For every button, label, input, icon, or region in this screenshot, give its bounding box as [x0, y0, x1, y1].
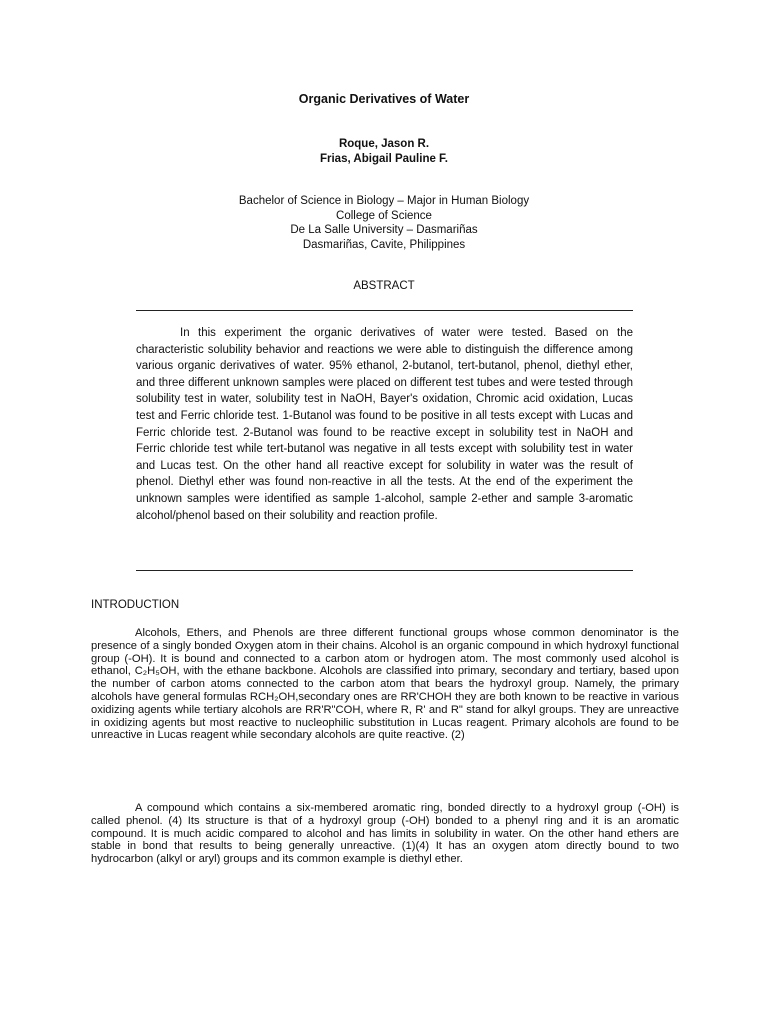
author-name: Roque, Jason R. [338, 138, 430, 150]
introduction-text: Alcohols, Ethers, and Phenols are three different functional groups whose common denominator is the presence of a singly bonded Oxygen atom in their chains. Alcohol is an organic compound in which hydroxyl functional group (-OH). It is bound and connected to a carbon atom or hydrogen atom. The most commonly used alcohol is ethanol, C₂H₅OH, with the ethane backbone. Alcohols are classified into primary, secondary and tertiary, based upon the number of carbon atoms connected to the carbon atom that bears the hydroxyl group. Namely, the primary alcohols have general formulas RCH₂OH,secondary ones are RR'CHOH they are both known to be reactive in various oxidizing agents while tertiary alcohols are RR'R"COH, where R, R' and R" stand for alkyl groups. They are unreactive in oxidizing agents but most reactive to nucleophilic substitution in Lucas reagent. Primary alcohols are found to be unreactive in Lucas reagent while secondary alcohols are quite reactive. (2) [91, 627, 679, 742]
paper-title: Organic Derivatives of Water [298, 92, 470, 106]
introduction-paragraph [91, 802, 679, 866]
abstract-top-rule [136, 310, 633, 311]
affiliation-line: Dasmariñas, Cavite, Philippines [302, 238, 466, 251]
abstract-text: In this experiment the organic derivatives of water were tested. Based on the characteristic solubility behavior and reactions we were able to distinguish the difference among various organic derivatives of water. 95% ethanol, 2-butanol, tert-butanol, phenol, diethyl ether, and three different unknown samples were placed on different test tubes and were tested through solubility test in water, solubility test in NaOH, Bayer's oxidation, Chromic acid oxidation, Lucas test and Ferric chloride test. 1-Butanol was found to be positive in all tests except with Lucas and Ferric chloride test. 2-Butanol was found to be reactive except in solubility test in NaOH and Ferric chloride test while tert-butanol was negative in all tests except with solubility test in water and Lucas test. On the other hand all reactive except for solubility in water was the result of phenol. Diethyl ether was found non-reactive in all the tests. At the end of the experiment the unknown samples were identified as sample 1-alcohol, sample 2-ether and sample 3-aromatic alcohol/phenol based on their solubility and reaction profile. [136, 327, 633, 522]
abstract-heading: ABSTRACT [353, 280, 415, 292]
introduction-paragraph [91, 627, 679, 742]
abstract-bottom-rule [136, 570, 633, 571]
author-list [0, 137, 768, 166]
abstract-paragraph [136, 325, 633, 524]
introduction-heading: INTRODUCTION [91, 599, 180, 611]
author-name: Frias, Abigail Pauline F. [319, 152, 449, 165]
affiliation-line: De La Salle University – Dasmariñas [290, 224, 478, 236]
affiliation-block [0, 194, 768, 252]
affiliation-line: Bachelor of Science in Biology – Major in Human Biology [238, 195, 530, 207]
introduction-text: A compound which contains a six-membered aromatic ring, bonded directly to a hydroxyl group (-OH) is called phenol. (4) Its structure is that of a hydroxyl group (-OH) bonded to a phenyl ring and it is an aromatic compound. It is much acidic compared to alcohol and has limits in solubility in water. On the other hand ethers are stable in bond that results to being generally unreactive. (1)(4) It has an oxygen atom directly bound to two hydrocarbon (alkyl or aryl) groups and its common example is diethyl ether. [91, 802, 679, 866]
affiliation-line: College of Science [336, 209, 432, 222]
